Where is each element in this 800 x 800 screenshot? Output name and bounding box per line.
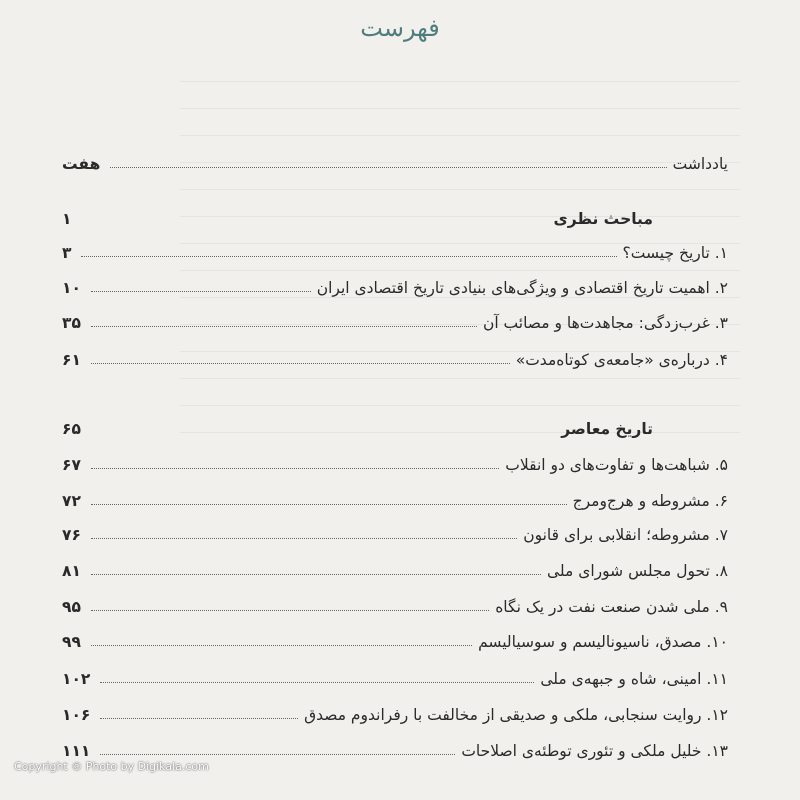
toc-page-number: ۹۵ [62,598,81,616]
dot-leader [91,363,510,364]
toc-page-number: ۶۱ [62,351,81,369]
toc-label: ۵. شباهت‌ها و تفاوت‌های دو انقلاب [505,456,728,474]
section-page-number: ۶۵ [62,420,81,438]
toc-page-number: ۱۰ [62,279,81,297]
toc-entry [62,730,728,760]
toc-label: ۱۲. روایت سنجابی، ملکی و صدیقی از مخالفت با رفراندوم مصدق [304,706,728,724]
dot-leader [91,291,311,292]
toc-entry [62,480,728,510]
toc-entry [62,267,728,297]
toc-page-number: ۹۹ [62,633,81,651]
toc-entry [62,658,728,688]
toc-label: ۴. درباره‌ی «جامعه‌ی کوتاه‌مدت» [515,351,728,369]
dot-leader [91,468,499,469]
toc-page-number: ۳۵ [62,314,81,332]
toc-entry [62,586,728,616]
toc-page-number: هفت [62,155,101,173]
dot-leader [110,167,666,168]
dot-leader [91,538,517,539]
toc-label: ۷. مشروطه؛ انقلابی برای قانون [523,526,728,544]
dot-leader [100,682,534,683]
section-heading [62,198,728,228]
toc-page-number: ۱۰۶ [62,706,91,724]
toc-label: ۸. تحول مجلس شورای ملی [546,562,728,580]
dot-leader [91,645,472,646]
toc-label: ۳. غرب‌زدگی: مجاهدت‌ها و مصائب آن [482,314,728,332]
toc-entry [62,514,728,544]
toc-label: یادداشت [672,155,728,173]
copyright-watermark: Copyright © Photo by Digikala.com [14,760,209,773]
toc-entry [62,550,728,580]
dot-leader [91,326,477,327]
toc-entry [62,621,728,651]
toc-label: ۱. تاریخ چیست؟ [622,244,728,262]
toc-label: ۶. مشروطه و هرج‌ومرج [572,492,728,510]
section-title: تاریخ معاصر [561,420,653,438]
dot-leader [91,504,567,505]
toc-entry [62,302,728,332]
section-page-number: ۱ [62,210,72,228]
toc-label: ۱۱. امینی، شاه و جبهه‌ی ملی [540,670,728,688]
toc-page-number: ۶۷ [62,456,81,474]
toc-entry [62,694,728,724]
dot-leader [91,574,541,575]
toc-entry [62,444,728,474]
dot-leader [91,610,489,611]
toc-label: ۱۳. خلیل ملکی و تئوری توطئه‌ی اصلاحات [461,742,728,760]
dot-leader [100,754,455,755]
toc-page-number: ۷۶ [62,526,81,544]
toc-page-number: ۱۰۲ [62,670,91,688]
toc-page-number: ۸۱ [62,562,81,580]
toc-label: ۹. ملی شدن صنعت نفت در یک نگاه [495,598,728,616]
dot-leader [81,256,616,257]
toc-label: ۱۰. مصدق، ناسیونالیسم و سوسیالیسم [478,633,728,651]
page-title: فهرست [360,14,440,42]
toc-page-number: ۷۲ [62,492,81,510]
section-heading [62,408,728,438]
toc-label: ۲. اهمیت تاریخ اقتصادی و ویژگی‌های بنیادی تاریخ اقتصادی ایران [316,279,728,297]
toc-page-number: ۳ [62,244,72,262]
toc-entry [62,339,728,369]
toc-page-number: ۱۱۱ [62,742,91,760]
toc-preface [62,143,728,173]
section-title: مباحث نظری [553,210,653,228]
toc-entry [62,232,728,262]
dot-leader [100,718,298,719]
